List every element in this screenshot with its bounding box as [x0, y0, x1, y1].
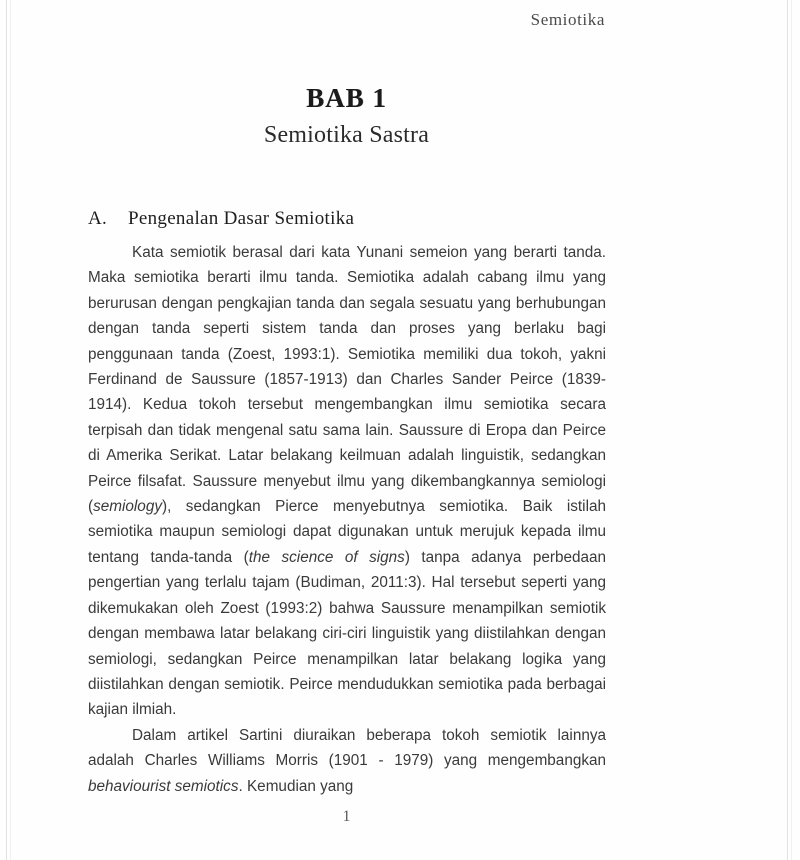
page-scan-edge-left: [6, 0, 7, 860]
section-heading: [88, 208, 605, 230]
paragraph-1-italic-semiology: semiology: [93, 498, 162, 516]
section-title: Pengenalan Dasar Semiotika: [128, 208, 355, 229]
body-text: [88, 240, 606, 799]
paragraph-2-part-a: Dalam artikel Sartini diuraikan beberapa tokoh semiotik lainnya adalah Charles Williams Morris (1901 - 1979) yang mengembangkan: [88, 726, 606, 770]
page-scan-edge-right-secondary: [791, 0, 792, 860]
section-letter: A.: [88, 208, 108, 229]
paragraph-1: [88, 240, 606, 723]
page-scan-edge-left-secondary: [10, 0, 11, 860]
chapter-number: BAB 1: [306, 83, 387, 113]
running-header: Semiotika: [530, 10, 605, 29]
page-scan-edge-right: [787, 0, 788, 860]
chapter-title-block: [88, 84, 605, 149]
paragraph-1-part-b: ), sedangkan Pierce menyebutnya semiotika. Baik istilah semiotika maupun semiologi dapat digunakan untuk merujuk kepada ilmu tentang tanda-tanda (: [88, 498, 606, 566]
paragraph-2-part-b: . Kemudian yang: [238, 777, 354, 795]
paragraph-1-part-a: Kata semiotik berasal dari kata Yunani semeion yang berarti tanda. Maka semiotika berarti ilmu tanda. Semiotika adalah cabang ilmu yang berurusan dengan pengkajian tanda dan segala sesuatu yang berhubungan dengan tanda seperti sistem tanda dan proses yang berlaku bagi penggunaan tanda (Zoest, 1993:1). Semiotika memiliki dua tokoh, yakni Ferdinand de Saussure (1857-1913) dan Charles Sander Peirce (1839-1914). Kedua tokoh tersebut mengembangkan ilmu semiotika secara terpisah dan tidak mengenal satu sama lain. Saussure di Eropa dan Peirce di Amerika Serikat. Latar belakang keilmuan adalah linguistik, sedangkan Peirce filsafat. Saussure menyebut ilmu yang dikembangkannya semiologi (: [88, 244, 606, 516]
chapter-subtitle: Semiotika Sastra: [263, 122, 430, 149]
paragraph-1-italic-science-of-signs: the science of signs: [248, 548, 405, 566]
paragraph-2: [88, 723, 606, 799]
paragraph-2-italic-behaviourist-semiotics: behaviourist semiotics: [88, 777, 239, 795]
paragraph-1-part-c: ) tanpa adanya perbedaan pengertian yang terlalu tajam (Budiman, 2011:3). Hal tersebut seperti yang dikemukakan oleh Zoest (1993:2) bahwa Saussure menampilkan semiotik dengan membawa latar belakang ciri-ciri linguistik yang diistilahkan dengan semiologi, sedangkan Peirce menampilkan latar belakang logika yang diistilahkan dengan semiotik. Peirce mendudukkan semiotika pada berbagai kajian ilmiah.: [88, 548, 606, 719]
page-number: 1: [342, 808, 351, 825]
